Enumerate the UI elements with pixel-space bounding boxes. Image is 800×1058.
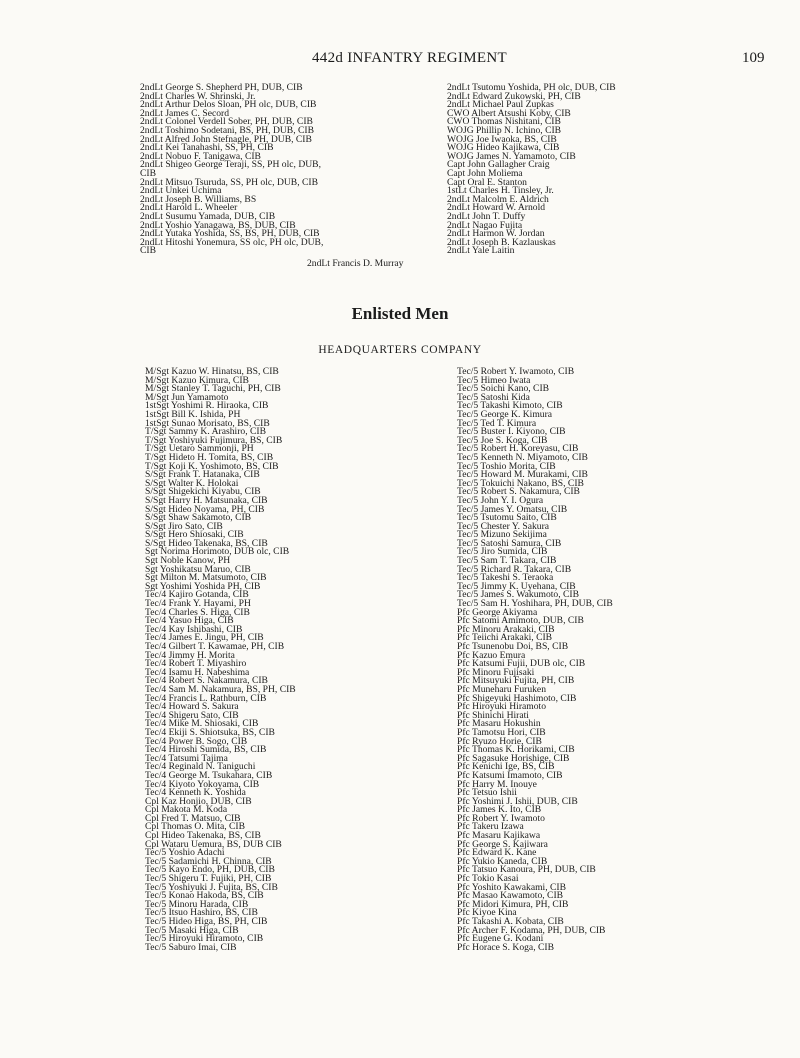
- roster-entry: Sgt Norima Horimoto, DUB olc, CIB: [145, 546, 290, 558]
- roster-entry: Tec/5 Jimmy K. Uyehana, CIB: [457, 580, 576, 592]
- roster-entry: Sgt Yoshimi Yoshida PH, CIB: [145, 580, 261, 592]
- roster-entry: 2ndLt Joseph B. Kazlauskas: [447, 236, 556, 248]
- roster-entry: 2ndLt Michael Paul Zupkas: [447, 99, 554, 111]
- roster-entry: Cpl Fred T. Matsuo, CIB: [145, 812, 241, 824]
- roster-entry: 2ndLt Nagao Fujita: [447, 219, 523, 231]
- roster-entry: S/Sgt Frank T. Hatanaka, CIB: [145, 469, 260, 481]
- roster-entry: Pfc George Akiyama: [457, 606, 538, 618]
- roster-entry: Pfc Muneharu Furuken: [457, 683, 546, 695]
- roster-entry: S/Sgt Hideo Noyama, PH, CIB: [145, 503, 265, 515]
- roster-entry: Tec/4 James E. Jingu, PH, CIB: [145, 632, 264, 644]
- roster-entry: 2ndLt Yoshio Yanagawa, BS, DUB, CIB: [140, 219, 296, 231]
- roster-entry: Tec/4 Power B. Sogo, CIB: [145, 735, 248, 747]
- roster-entry: Tec/4 Yasuo Higa, CIB: [145, 615, 234, 627]
- officers-right-column: [447, 84, 616, 256]
- roster-entry: Pfc Shinichi Hirati: [457, 709, 529, 721]
- roster-entry: Capt Oral E. Stanton: [447, 176, 527, 188]
- roster-entry: 2ndLt Hitoshi Yonemura, SS olc, PH olc, DUB,: [140, 236, 324, 248]
- roster-entry: 2ndLt Malcolm E. Aldrich: [447, 193, 549, 205]
- roster-entry: Tec/4 Kenneth K. Yoshida: [145, 787, 246, 799]
- enlisted-left-column: [145, 368, 296, 952]
- roster-entry: S/Sgt Shigekichi Kiyabu, CIB: [145, 486, 261, 498]
- roster-entry: 2ndLt Shigeo George Teraji, SS, PH olc, DUB,: [140, 159, 321, 171]
- roster-entry: 1stSgt Sunao Morisato, BS, CIB: [145, 417, 270, 429]
- roster-entry: Tec/5 Shigeru T. Fujiki, PH, CIB: [145, 873, 272, 885]
- roster-entry: Tec/5 George K. Kimura: [457, 408, 553, 420]
- roster-entry: Tec/4 Reginald N. Taniguchi: [145, 761, 256, 773]
- roster-entry: Tec/5 Himeo Iwata: [457, 374, 531, 386]
- roster-entry: Tec/5 Ted T. Kimura: [457, 417, 537, 429]
- roster-entry: 2ndLt James C. Secord: [140, 107, 229, 119]
- roster-entry: Pfc Eugene G. Kodani: [457, 933, 544, 945]
- roster-entry: Capt John Gallagher Craig: [447, 159, 550, 171]
- roster-entry: Cpl Wataru Uemura, BS, DUB CIB: [145, 838, 282, 850]
- roster-entry: 1stLt Charles H. Tinsley, Jr.: [447, 185, 554, 197]
- roster-entry: Tec/5 Richard R. Takara, CIB: [457, 563, 572, 575]
- page-number: 109: [742, 50, 765, 66]
- roster-entry: Tec/5 Hideo Higa, BS, PH, CIB: [145, 916, 268, 927]
- roster-entry: Tec/4 Kajiro Gotanda, CIB: [145, 589, 249, 601]
- roster-entry: Tec/5 Yoshiyuki J. Fujita, BS, CIB: [145, 881, 278, 893]
- roster-entry: Tec/5 Sadamichi H. Chinna, CIB: [145, 855, 272, 867]
- roster-entry: Pfc Ryuzo Horie, CIB: [457, 735, 542, 747]
- roster-entry: Tec/5 Minoru Harada, CIB: [145, 898, 249, 910]
- roster-entry: Pfc Tatsuo Kanoura, PH, DUB, CIB: [457, 864, 596, 876]
- roster-entry: Tec/5 Toshio Morita, CIB: [457, 460, 556, 472]
- roster-entry: 2ndLt Harmon W. Jordan: [447, 228, 545, 240]
- roster-entry: 2ndLt Mitsuo Tsuruda, SS, PH olc, DUB, CIB: [140, 176, 318, 188]
- roster-entry: Pfc James K. Ito, CIB: [457, 804, 542, 816]
- roster-entry: 2ndLt Yale Laitin: [447, 245, 515, 257]
- officer-trailing-entry: 2ndLt Francis D. Murray: [307, 258, 404, 269]
- roster-entry: 2ndLt Nobuo F. Tanigawa, CIB: [140, 150, 261, 162]
- roster-entry: Tec/5 Joe S. Koga, CIB: [457, 434, 548, 446]
- roster-entry: Pfc Takashi A. Kobata, CIB: [457, 916, 564, 927]
- officers-left-column: [140, 84, 323, 256]
- company-title: HEADQUARTERS COMPANY: [318, 344, 482, 356]
- roster-entry: Pfc Tetsuo Ishii: [457, 787, 517, 799]
- roster-entry: T/Sgt Koji K. Yoshimoto, BS, CIB: [145, 460, 279, 472]
- roster-entry: S/Sgt Jiro Sato, CIB: [145, 520, 223, 532]
- roster-entry: 2ndLt Tsutomu Yoshida, PH olc, DUB, CIB: [447, 82, 616, 93]
- roster-entry: Tec/5 Kayo Endo, PH, DUB, CIB: [145, 864, 275, 876]
- roster-entry: 2ndLt Colonel Verdell Sober, PH, DUB, CIB: [140, 116, 313, 128]
- roster-entry: Tec/5 Takashi Kimoto, CIB: [457, 400, 563, 412]
- roster-entry: Tec/4 Francis L. Rathburn, CIB: [145, 692, 267, 704]
- roster-entry: Pfc Masaru Hokushin: [457, 718, 541, 730]
- roster-entry: Tec/5 Saburo Imai, CIB: [145, 941, 237, 953]
- roster-entry: Tec/5 Tokuichi Nakano, BS, CIB: [457, 477, 584, 489]
- roster-entry: Pfc Kazuo Emura: [457, 649, 526, 661]
- roster-entry: Tec/4 Shigeru Sato, CIB: [145, 709, 239, 721]
- roster-entry: Pfc Teiichi Arakaki, CIB: [457, 632, 553, 644]
- roster-entry: Pfc Archer F. Kodama, PH, DUB, CIB: [457, 924, 606, 936]
- roster-entry: Pfc Tokio Kasai: [457, 873, 519, 885]
- roster-entry: Pfc Kiyoe Kina: [457, 907, 517, 919]
- roster-entry: 2ndLt Harold L. Wheeler: [140, 202, 238, 214]
- roster-entry: Tec/5 James S. Wakumoto, CIB: [457, 589, 580, 601]
- roster-entry: Tec/5 John Y. I. Ogura: [457, 494, 544, 506]
- roster-entry: Tec/5 Tsutomu Saito, CIB: [457, 512, 557, 524]
- roster-entry: Tec/5 Howard M. Murakami, CIB: [457, 469, 588, 481]
- roster-entry: Pfc Shigeyuki Hashimoto, CIB: [457, 692, 577, 704]
- roster-entry: Tec/4 Gilbert T. Kawamae, PH, CIB: [145, 641, 285, 652]
- roster-entry: M/Sgt Kazuo Kimura, CIB: [145, 374, 249, 386]
- roster-entry: Pfc Masaru Kajikawa: [457, 830, 541, 842]
- roster-entry: 2ndLt George S. Shepherd PH, DUB, CIB: [140, 82, 303, 93]
- roster-entry: CWO Albert Atsushi Koby, CIB: [447, 107, 571, 119]
- page-header: [0, 50, 800, 70]
- roster-entry: S/Sgt Hero Shiosaki, CIB: [145, 529, 244, 541]
- roster-entry: T/Sgt Hideto H. Tomita, BS, CIB: [145, 451, 274, 463]
- roster-entry: 2ndLt Yutaka Yoshida, SS, BS, PH, DUB, CIB: [140, 228, 320, 240]
- roster-entry: Tec/5 Robert S. Nakamura, CIB: [457, 486, 580, 498]
- roster-entry: Pfc Harry M. Inouye: [457, 778, 537, 790]
- roster-entry: 2ndLt Toshimo Sodetani, BS, PH, DUB, CIB: [140, 124, 314, 136]
- roster-entry: Tec/4 Mike M. Shiosaki, CIB: [145, 718, 259, 730]
- roster-entry: Tec/5 Jiro Sumida, CIB: [457, 546, 548, 558]
- roster-entry: S/Sgt Walter K. Holokai: [145, 477, 239, 489]
- roster-entry: Tec/4 Kiyoto Yokoyama, CIB: [145, 778, 260, 790]
- roster-entry: T/Sgt Yoshiyuki Fujimura, BS, CIB: [145, 434, 283, 446]
- roster-entry: Pfc Robert Y. Iwamoto: [457, 812, 545, 824]
- roster-entry: Pfc Sagasuke Horishige, CIB: [457, 752, 570, 764]
- roster-entry: Tec/4 George M. Tsukahara, CIB: [145, 769, 273, 781]
- running-title: 442d INFANTRY REGIMENT: [312, 50, 507, 66]
- roster-entry: 1stSgt Yoshimi R. Hiraoka, CIB: [145, 400, 269, 412]
- roster-entry: T/Sgt Uetaro Sammonji, PH: [145, 443, 254, 455]
- roster-entry: 1stSgt Bill K. Ishida, PH: [145, 408, 241, 420]
- roster-entry: 2ndLt Edward Zukowski, PH, CIB: [447, 90, 581, 102]
- roster-entry: Pfc Hiroyuki Hiramoto: [457, 701, 546, 713]
- roster-entry: 2ndLt Charles W. Shrinski, Jr.: [140, 90, 256, 102]
- roster-entry: S/Sgt Harry H. Matsunaka, CIB: [145, 494, 268, 506]
- roster-entry: 2ndLt John T. Duffy: [447, 210, 526, 222]
- roster-entry: Cpl Thomas O. Mita, CIB: [145, 821, 246, 833]
- roster-entry: Tec/5 Hiroyuki Hiramoto, CIB: [145, 933, 264, 945]
- roster-entry: Tec/4 Howard S. Sakura: [145, 701, 239, 713]
- roster-entry: T/Sgt Sammy K. Arashiro, CIB: [145, 426, 266, 438]
- roster-entry: Tec/4 Sam M. Nakamura, BS, PH, CIB: [145, 683, 296, 695]
- roster-entry: Capt John Moliema: [447, 167, 523, 179]
- roster-entry: WOJG Phillip N. Ichino, CIB: [447, 124, 562, 136]
- roster-entry: 2ndLt Howard W. Arnold: [447, 202, 546, 214]
- roster-entry: Pfc Yoshimi J. Ishii, DUB, CIB: [457, 795, 578, 807]
- roster-entry: Tec/5 Buster I. Kiyono, CIB: [457, 426, 566, 438]
- roster-entry: Pfc Takeru Izawa: [457, 821, 524, 833]
- roster-entry: Tec/5 Sam T. Takara, CIB: [457, 555, 557, 567]
- roster-entry: 2ndLt Arthur Delos Sloan, PH olc, DUB, CIB: [140, 99, 317, 111]
- section-title: Enlisted Men: [351, 304, 449, 323]
- enlisted-right-column: [457, 368, 613, 952]
- roster-entry: Tec/5 Takeshi S. Teraoka: [457, 572, 554, 584]
- roster-entry: Pfc Katsumi Fujii, DUB olc, CIB: [457, 658, 586, 670]
- roster-entry: Tec/4 Kay Ishibashi, CIB: [145, 623, 243, 635]
- roster-entry: Pfc George S. Kajiwara: [457, 838, 548, 850]
- roster-entry: Pfc Edward K. Kane: [457, 847, 537, 859]
- roster-entry: Tec/4 Robert S. Nakamura, CIB: [145, 675, 268, 687]
- roster-entry: Pfc Kenichi Ige, BS, CIB: [457, 761, 555, 773]
- roster-entry: Tec/5 Satoshi Samura, CIB: [457, 537, 562, 549]
- roster-entry: Tec/5 Robert H. Koreyasu, CIB: [457, 443, 579, 455]
- roster-entry: M/Sgt Stanley T. Taguchi, PH, CIB: [145, 383, 281, 395]
- roster-entry: Sgt Yoshikatsu Maruo, CIB: [145, 563, 251, 575]
- roster-entry: CIB: [140, 167, 156, 179]
- roster-entry: Pfc Minoru Arakaki, CIB: [457, 623, 555, 635]
- roster-entry: Cpl Hideo Takenaka, BS, CIB: [145, 830, 261, 842]
- roster-entry: Tec/5 Yoshio Adachi: [145, 847, 225, 859]
- roster-entry: Tec/5 Itsuo Hashiro, BS, CIB: [145, 907, 258, 919]
- roster-entry: Tec/5 Satoshi Kida: [457, 391, 530, 403]
- roster-entry: Tec/4 Charles S. Higa, CIB: [145, 606, 250, 618]
- roster-entry: Pfc Midori Kimura, PH, CIB: [457, 898, 569, 910]
- roster-entry: Tec/5 Konao Hakoda, BS, CIB: [145, 890, 264, 902]
- roster-entry: Tec/5 Robert Y. Iwamoto, CIB: [457, 366, 575, 377]
- roster-entry: Pfc Yukio Kaneda, CIB: [457, 855, 548, 867]
- roster-entry: Tec/5 Chester Y. Sakura: [457, 520, 550, 532]
- roster-entry: Pfc Horace S. Koga, CIB: [457, 941, 554, 953]
- roster-entry: 2ndLt Alfred John Stefnagle, PH, DUB, CIB: [140, 133, 312, 145]
- roster-entry: WOJG Joe Iwaoka, BS, CIB: [447, 133, 557, 145]
- roster-entry: Tec/5 Soichi Kano, CIB: [457, 383, 550, 395]
- roster-entry: WOJG James N. Yamamoto, CIB: [447, 150, 576, 162]
- roster-entry: Pfc Tsunenobu Doi, BS, CIB: [457, 641, 569, 652]
- roster-entry: M/Sgt Kazuo W. Hinatsu, BS, CIB: [145, 366, 279, 377]
- roster-entry: Tec/4 Robert T. Miyashiro: [145, 658, 247, 670]
- roster-entry: Tec/5 Masaki Higa, CIB: [145, 924, 239, 936]
- roster-entry: M/Sgt Jun Yamamoto: [145, 391, 229, 403]
- roster-entry: Sgt Noble Kanow, PH: [145, 555, 231, 567]
- roster-entry: CIB: [140, 245, 156, 257]
- roster-entry: Tec/4 Hiroshi Sumida, BS, CIB: [145, 744, 267, 756]
- roster-entry: Pfc Thomas K. Horikami, CIB: [457, 744, 575, 756]
- roster-entry: Pfc Tamotsu Hori, CIB: [457, 726, 546, 738]
- roster-entry: Tec/4 Frank Y. Hayami, PH: [145, 598, 251, 610]
- roster-entry: Pfc Masao Kawamoto, CIB: [457, 890, 564, 902]
- roster-entry: Sgt Milton M. Matsumoto, CIB: [145, 572, 267, 584]
- roster-entry: Tec/5 Mizuno Sekijima: [457, 529, 547, 541]
- roster-entry: Tec/4 Isamu H. Nabeshima: [145, 666, 250, 678]
- roster-entry: Pfc Minoru Fujisaki: [457, 666, 535, 678]
- roster-entry: Pfc Mitsuyuki Fujita, PH, CIB: [457, 675, 575, 687]
- roster-entry: Cpl Makota M. Koda: [145, 804, 228, 816]
- roster-entry: Tec/5 Sam H. Yoshihara, PH, DUB, CIB: [457, 598, 613, 610]
- roster-entry: Tec/4 Tatsumi Tajima: [145, 752, 228, 764]
- roster-entry: 2ndLt Joseph B. Williams, BS: [140, 193, 257, 205]
- roster-entry: 2ndLt Unkei Uchima: [140, 185, 222, 197]
- roster-entry: Pfc Yoshito Kawakami, CIB: [457, 881, 566, 893]
- roster-entry: Tec/5 Kenneth N. Miyamoto, CIB: [457, 451, 588, 463]
- roster-entry: CWO Thomas Nishitani, CIB: [447, 116, 561, 128]
- roster-entry: S/Sgt Hideo Takenaka, BS, CIB: [145, 537, 268, 549]
- roster-entry: Tec/5 James Y. Omatsu, CIB: [457, 503, 568, 515]
- roster-entry: WOJG Hideo Kajikawa, CIB: [447, 142, 560, 154]
- roster-entry: 2ndLt Kei Tanahashi, SS, PH, CIB: [140, 142, 274, 154]
- roster-entry: 2ndLt Susumu Yamada, DUB, CIB: [140, 210, 276, 222]
- roster-entry: Pfc Satomi Amimoto, DUB, CIB: [457, 615, 584, 627]
- roster-entry: S/Sgt Shaw Sakamoto, CIB: [145, 512, 252, 524]
- roster-entry: Tec/4 Ekiji S. Shiotsuka, BS, CIB: [145, 726, 275, 738]
- roster-entry: Tec/4 Jimmy H. Morita: [145, 649, 235, 661]
- roster-entry: Cpl Kaz Honjio, DUB, CIB: [145, 795, 252, 807]
- roster-entry: Pfc Katsumi Imamoto, CIB: [457, 769, 563, 781]
